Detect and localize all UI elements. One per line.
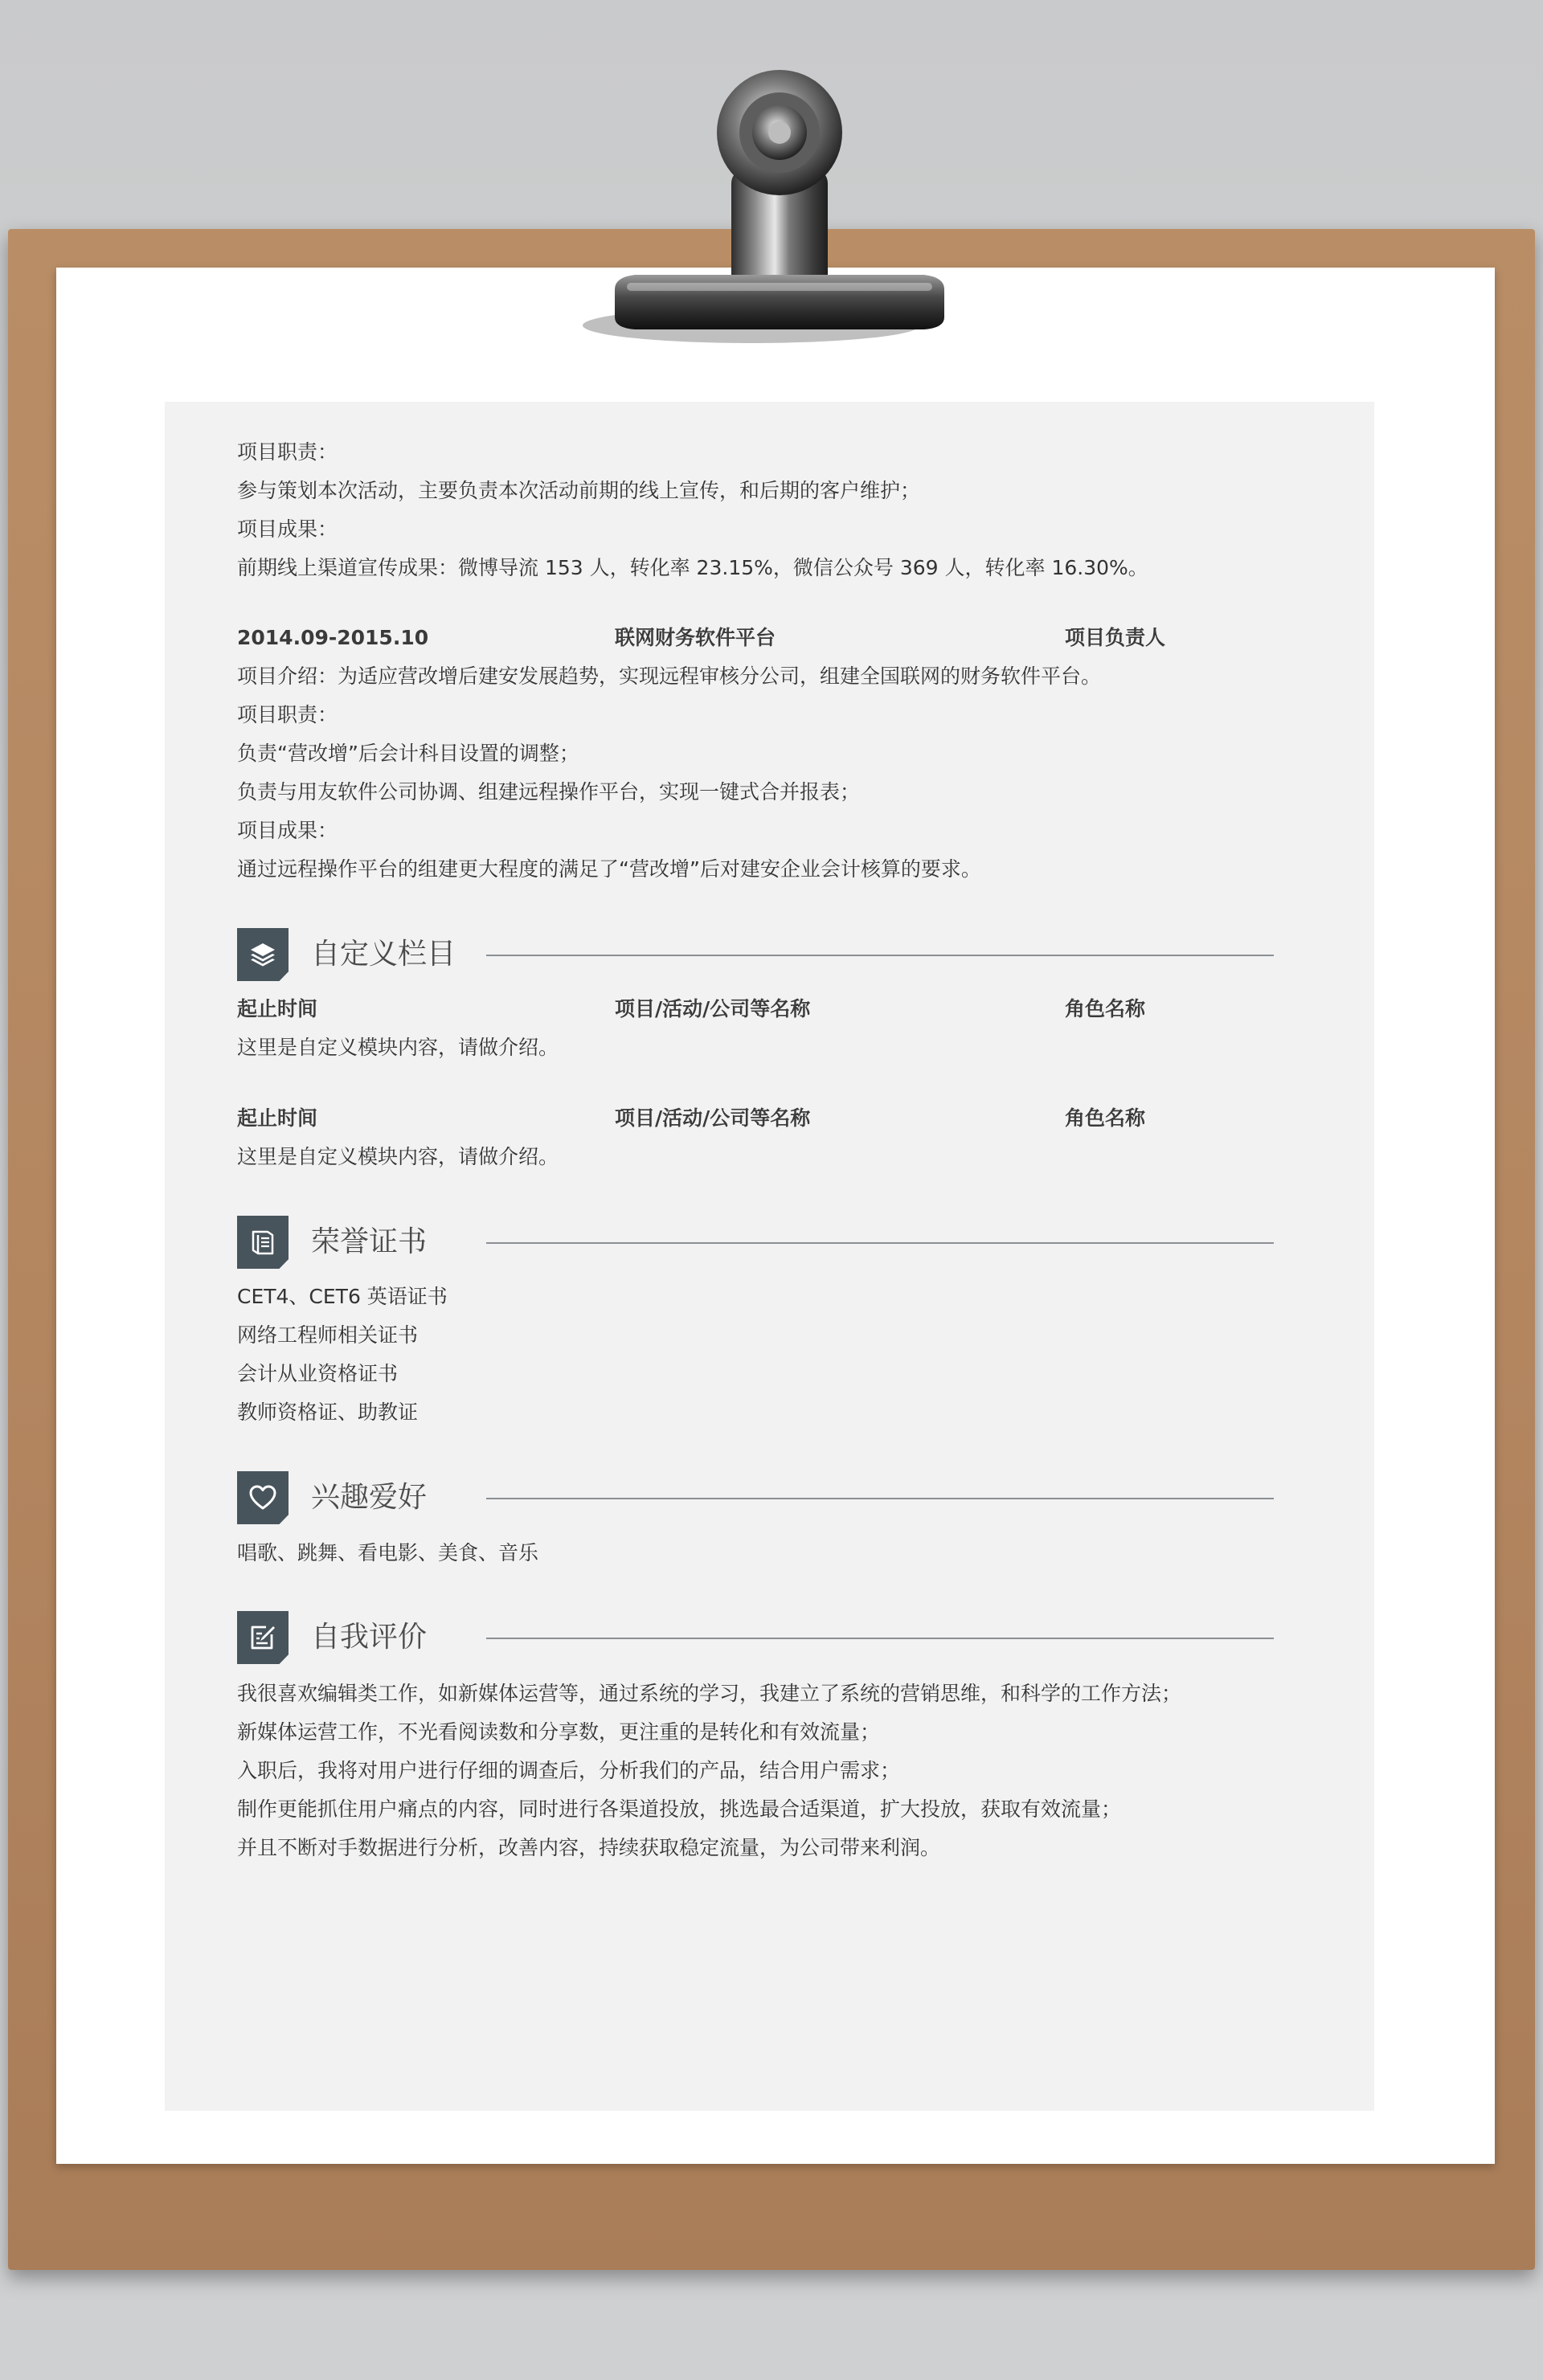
project2-role: 项目负责人 [1065, 626, 1166, 649]
honor-item: CET4、CET6 英语证书 [237, 1285, 448, 1308]
honor-item: 会计从业资格证书 [237, 1362, 399, 1385]
project2-duty-1: 负责“营改增”后会计科目设置的调整； [237, 742, 579, 765]
section-divider [486, 1638, 1274, 1639]
self-eval-line: 制作更能抓住用户痛点的内容，同时进行各渠道投放，挑选最合适渠道，扩大投放，获取有效流量； [237, 1797, 1122, 1821]
honor-item: 教师资格证、助教证 [237, 1401, 419, 1424]
custom-entry-time: 起止时间 [237, 997, 318, 1020]
project2-results: 通过远程操作平台的组建更大程度的满足了“营改增”后对建安企业会计核算的要求。 [237, 857, 981, 881]
custom-entry-name: 项目/活动/公司等名称 [615, 1106, 811, 1130]
section-custom [237, 928, 1274, 981]
honor-item: 网络工程师相关证书 [237, 1323, 419, 1347]
self-eval-line: 我很喜欢编辑类工作，如新媒体运营等，通过系统的学习，我建立了系统的营销思维，和科学的工作方法； [237, 1682, 1182, 1705]
edit-icon [237, 1611, 289, 1664]
section-title: 自定义栏目 [311, 938, 456, 971]
resume-content-panel [165, 402, 1374, 2111]
section-hobbies [237, 1471, 1274, 1524]
project1-results-label: 项目成果： [237, 517, 338, 541]
self-eval-line: 新媒体运营工作，不光看阅读数和分享数，更注重的是转化和有效流量； [237, 1720, 881, 1744]
book-icon [237, 1216, 289, 1269]
custom-entry-role: 角色名称 [1065, 997, 1146, 1020]
section-divider [486, 1498, 1274, 1499]
section-honors [237, 1216, 1274, 1269]
project2-period: 2014.09-2015.10 [237, 626, 429, 649]
heart-icon [237, 1471, 289, 1524]
section-self-eval [237, 1611, 1274, 1664]
project2-duty-2: 负责与用友软件公司协调、组建远程操作平台，实现一键式合并报表； [237, 780, 861, 804]
project2-duties-label: 项目职责： [237, 703, 338, 726]
project2-intro: 项目介绍：为适应营改增后建安发展趋势，实现远程审核分公司，组建全国联网的财务软件平台。 [237, 665, 1102, 688]
project1-duties-label: 项目职责： [237, 440, 338, 464]
section-divider [486, 1242, 1274, 1244]
self-eval-line: 并且不断对手数据进行分析，改善内容，持续获取稳定流量，为公司带来利润。 [237, 1836, 941, 1859]
project1-duties: 参与策划本次活动，主要负责本次活动前期的线上宣传，和后期的客户维护； [237, 479, 921, 502]
section-title: 自我评价 [311, 1621, 428, 1654]
custom-entry-desc: 这里是自定义模块内容，请做介绍。 [237, 1036, 559, 1059]
layers-icon [237, 928, 289, 981]
custom-entry-time: 起止时间 [237, 1106, 318, 1130]
project1-results: 前期线上渠道宣传成果：微博导流 153 人，转化率 23.15%，微信公众号 369 人，转化率 16.30%。 [237, 556, 1148, 579]
project2-results-label: 项目成果： [237, 819, 338, 842]
project2-header [237, 624, 1362, 652]
project2-name: 联网财务软件平台 [615, 626, 776, 649]
custom-entry-name: 项目/活动/公司等名称 [615, 997, 811, 1020]
custom-entry-role: 角色名称 [1065, 1106, 1146, 1130]
section-title: 荣誉证书 [311, 1225, 428, 1258]
hobbies-text: 唱歌、跳舞、看电影、美食、音乐 [237, 1541, 539, 1564]
custom-entry-desc: 这里是自定义模块内容，请做介绍。 [237, 1145, 559, 1168]
self-eval-line: 入职后，我将对用户进行仔细的调查后，分析我们的产品，结合用户需求； [237, 1759, 901, 1782]
section-title: 兴趣爱好 [311, 1481, 428, 1514]
section-divider [486, 955, 1274, 956]
binder-clip-icon [579, 48, 948, 354]
custom-entry-header [237, 996, 1362, 1023]
custom-entry-header [237, 1105, 1362, 1132]
